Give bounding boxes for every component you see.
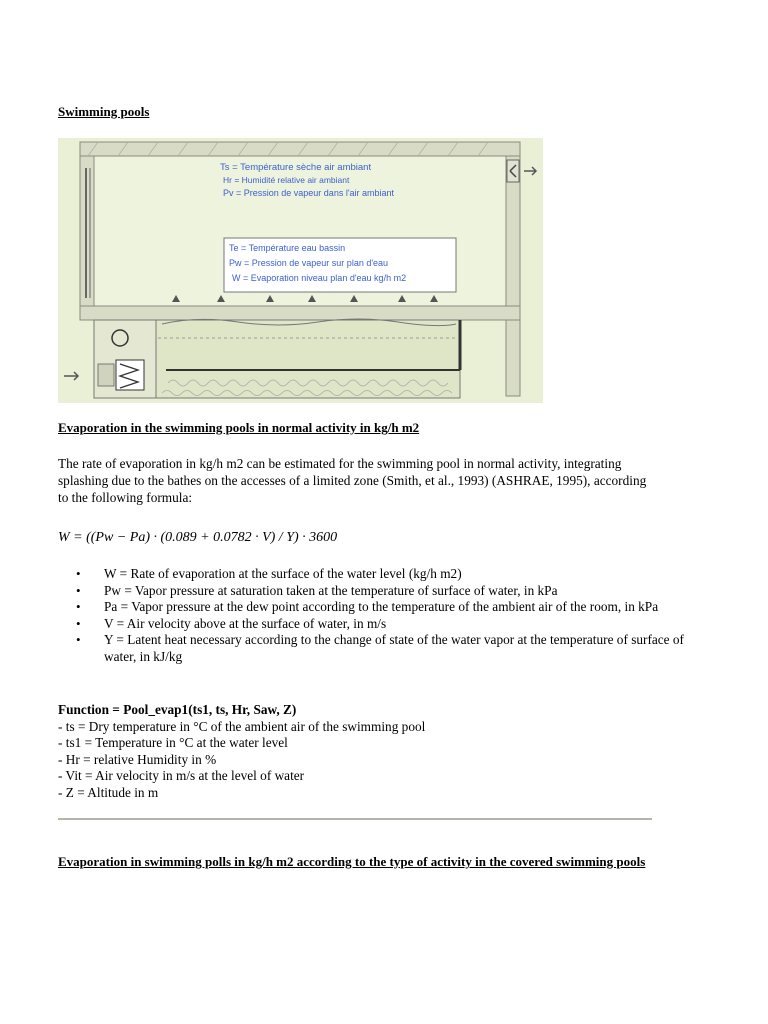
function-param: - Vit = Air velocity in m/s at the level of water [58,768,305,783]
label-air-pv: Pv = Pression de vapeur dans l'air ambiant [223,188,395,198]
function-block [58,702,425,801]
function-param: - ts = Dry temperature in °C of the ambient air of the swimming pool [58,718,426,734]
horizontal-divider [58,818,652,820]
list-item: • Y = Latent heat necessary according to the change of state of the water vapor at the temperature of surface of water, in kJ/kg [104,632,704,665]
pool-diagram [58,138,543,403]
function-param: - Z = Altitude in m [58,784,159,800]
list-item: • V = Air velocity above at the surface of water, in m/s [104,616,704,633]
section-heading-activity-type: Evaporation in swimming polls in kg/h m2 according to the type of activity in the covered swimming pools [58,854,646,869]
floor-slab [80,306,520,320]
evaporation-formula [58,523,388,549]
list-item: • Pw = Vapor pressure at saturation taken at the temperature of surface of water, in kPa [104,583,704,600]
variable-list [58,566,704,665]
list-item: • W = Rate of evaporation at the surface of the water level (kg/h m2) [104,566,704,583]
function-signature: Function = Pool_evap1(ts1, ts, Hr, Saw, Z) [58,702,297,717]
function-param: - Hr = relative Humidity in % [58,751,217,767]
intro-paragraph: The rate of evaporation in kg/h m2 can be estimated for the swimming pool in normal activity, integrating splashing due to the bathes on the accesses of a limited zone (Smith, et al., 1993) (ASHRAE, 1995), according to the following formula: [58,456,647,505]
pool-basin [156,320,460,398]
label-air-hr: Hr = Humidité relative air ambiant [223,175,350,185]
label-water-te: Te = Température eau bassin [229,243,346,253]
page-title: Swimming pools [58,104,150,119]
label-water-w: W = Evaporation niveau plan d'eau kg/h m2 [232,273,407,283]
section-heading-normal-activity: Evaporation in the swimming pools in normal activity in kg/h m2 [58,420,420,435]
list-item: • Pa = Vapor pressure at the dew point according to the temperature of the ambient air of the room, in kPa [104,599,704,616]
label-water-pw: Pw = Pression de vapeur sur plan d'eau [229,258,389,268]
label-air-ts: Ts = Température sèche air ambiant [220,162,372,173]
function-param: - ts1 = Temperature in °C at the water level [58,735,288,750]
formula-text: W = ((Pw − Pa) · (0.089 + 0.0782 · V) / Y) · 3600 [58,530,338,545]
